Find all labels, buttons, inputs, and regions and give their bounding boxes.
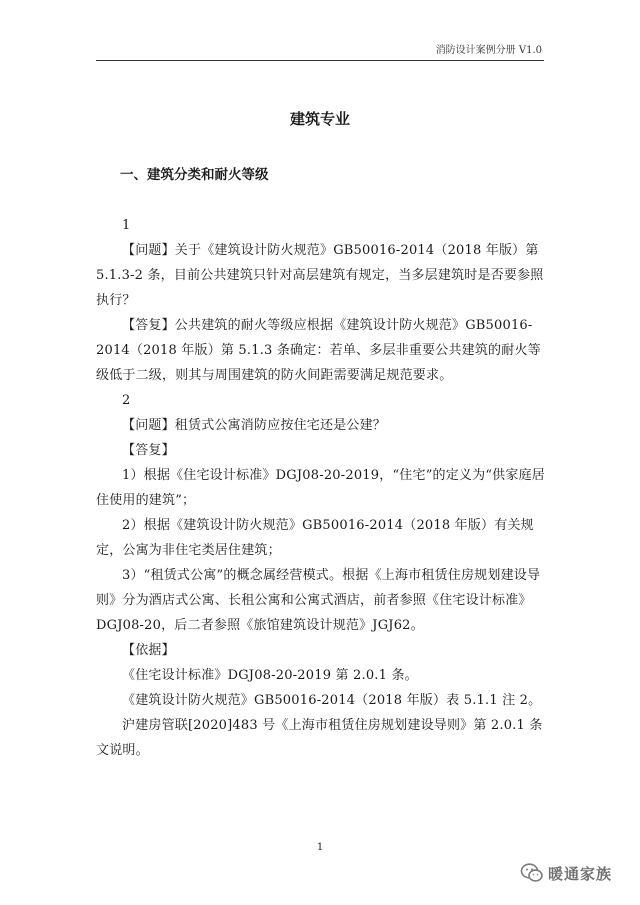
page-title: 建筑专业	[289, 110, 350, 128]
item-number: 1	[122, 218, 131, 233]
basis-item: 《建筑设计防火规范》GB50016-2014（2018 年版）表 5.1.1 注 2。	[122, 693, 542, 708]
question-text: 【问题】租赁式公寓消防应按住宅还是公建？	[122, 418, 387, 433]
section-title: 一、建筑分类和耐火等级	[120, 167, 269, 183]
answer-point: 3）“租赁式公寓”的概念属经营模式。根据《上海市租赁住房规划建设导则》分为酒店式公寓、长租公寓和公寓式酒店，前者参照《住宅设计标准》DGJ08-20，后二者参照《旅馆建筑设计规范》JGJ62。	[96, 568, 541, 633]
running-header: 消防设计案例分册 V1.0	[435, 45, 542, 56]
answer-point: 1）根据《住宅设计标准》DGJ08-20-2019，“住宅”的定义为“供家庭居住使用的建筑”；	[96, 468, 545, 508]
question-text: 【问题】关于《建筑设计防火规范》GB50016-2014（2018 年版）第 5.1.3-2 条，目前公共建筑只针对高层建筑有规定，当多层建筑时是否要参照执行？	[96, 243, 544, 308]
wechat-logo-icon	[520, 862, 544, 884]
qa-item-1	[96, 213, 552, 388]
page-number: 1	[316, 842, 324, 853]
item-number: 2	[122, 393, 131, 408]
watermark-text: 暖通家族	[548, 864, 613, 883]
basis-item: 沪建房管联[2020]483 号《上海市租赁住房规划建设导则》第 2.0.1 条文说明。	[96, 718, 543, 758]
basis-item: 《住宅设计标准》DGJ08-20-2019 第 2.0.1 条。	[122, 668, 418, 683]
answer-text: 【答复】公共建筑的耐火等级应根据《建筑设计防火规范》GB50016-2014（2018 年版）第 5.1.3 条确定：若单、多层非重要公共建筑的耐火等级低于二级，则其与周围建筑的防火间距需要满足规范要求。	[96, 318, 541, 383]
watermark	[520, 862, 612, 884]
header-rule	[96, 60, 544, 61]
basis-label: 【依据】	[122, 643, 175, 658]
qa-item-2	[96, 388, 552, 763]
answer-label: 【答复】	[122, 443, 175, 458]
answer-point: 2）根据《建筑设计防火规范》GB50016-2014（2018 年版）有关规定，公寓为非住宅类居住建筑；	[96, 518, 534, 558]
